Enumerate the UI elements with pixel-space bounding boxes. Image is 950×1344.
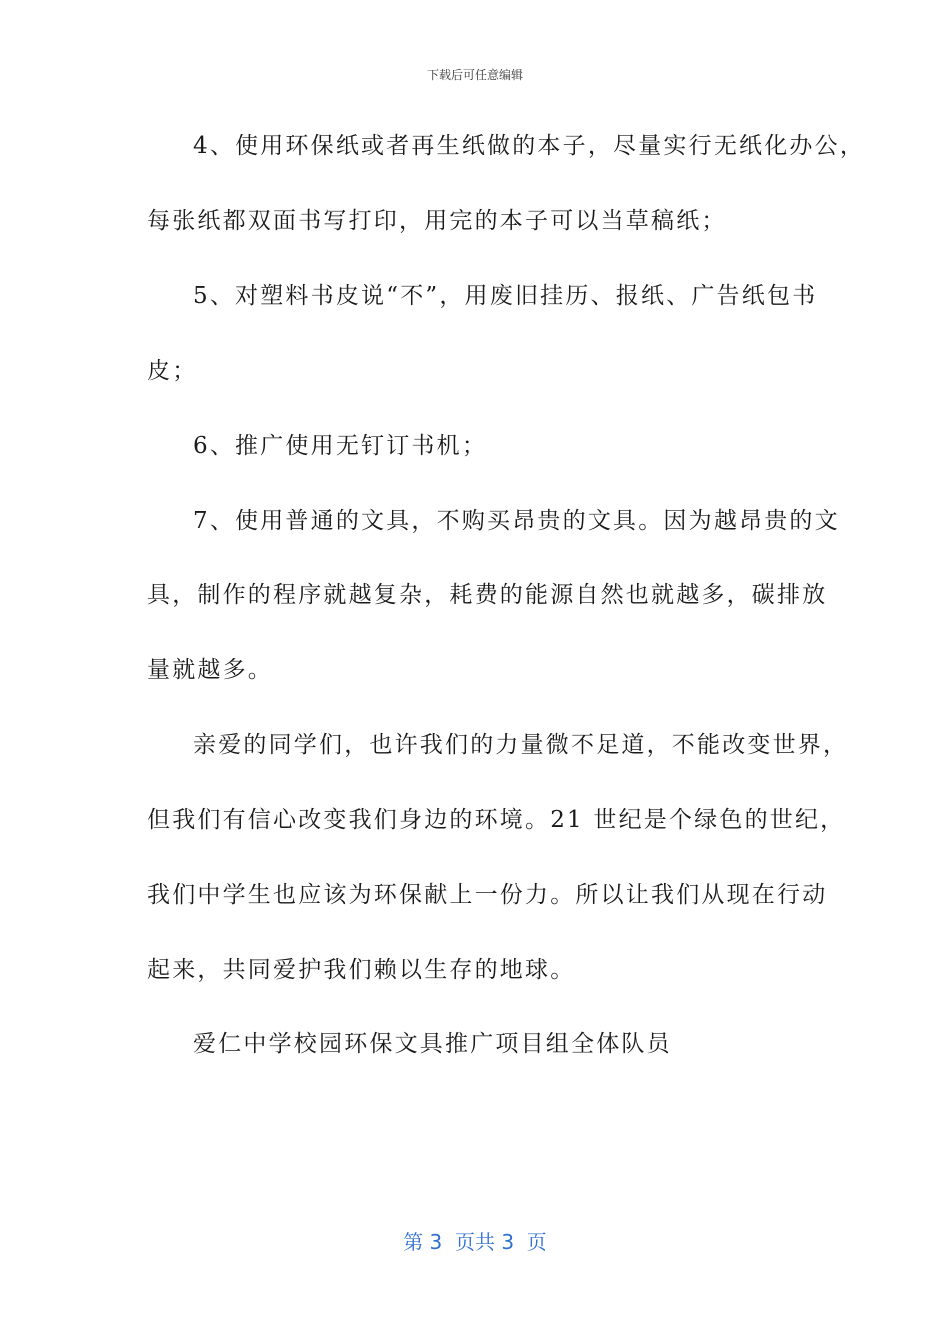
paragraph-line: 每张纸都双面书写打印，用完的本子可以当草稿纸；: [147, 208, 727, 234]
page-number-footer: 第 3 页共 3 页: [403, 1230, 547, 1254]
paragraph-line: 起来，共同爱护我们赖以生存的地球。: [147, 957, 576, 983]
page-header: 下载后可任意编辑: [426, 68, 523, 82]
paragraph-line: 5、对塑料书皮说“不”，用废旧挂历、报纸、广告纸包书: [193, 283, 818, 309]
paragraph-line: 4、使用环保纸或者再生纸做的本子，尽量实行无纸化办公，: [193, 133, 866, 159]
paragraph-line: 7、使用普通的文具，不购买昂贵的文具。因为越昂贵的文: [193, 508, 840, 534]
paragraph-line: 具，制作的程序就越复杂，耗费的能源自然也就越多，碳排放: [147, 582, 828, 608]
paragraph-line: 量就越多。: [147, 657, 273, 683]
paragraph-line: 但我们有信心改变我们身边的环境。21 世纪是个绿色的世纪，: [147, 807, 846, 833]
paragraph-line: 亲爱的同学们，也许我们的力量微不足道，不能改变世界，: [193, 732, 849, 758]
signature-line: 爱仁中学校园环保文具推广项目组全体队员: [193, 1031, 672, 1057]
paragraph-line: 皮；: [147, 358, 198, 384]
paragraph-line: 我们中学生也应该为环保献上一份力。所以让我们从现在行动: [147, 882, 828, 908]
paragraph-line: 6、推广使用无钉订书机；: [193, 433, 488, 459]
